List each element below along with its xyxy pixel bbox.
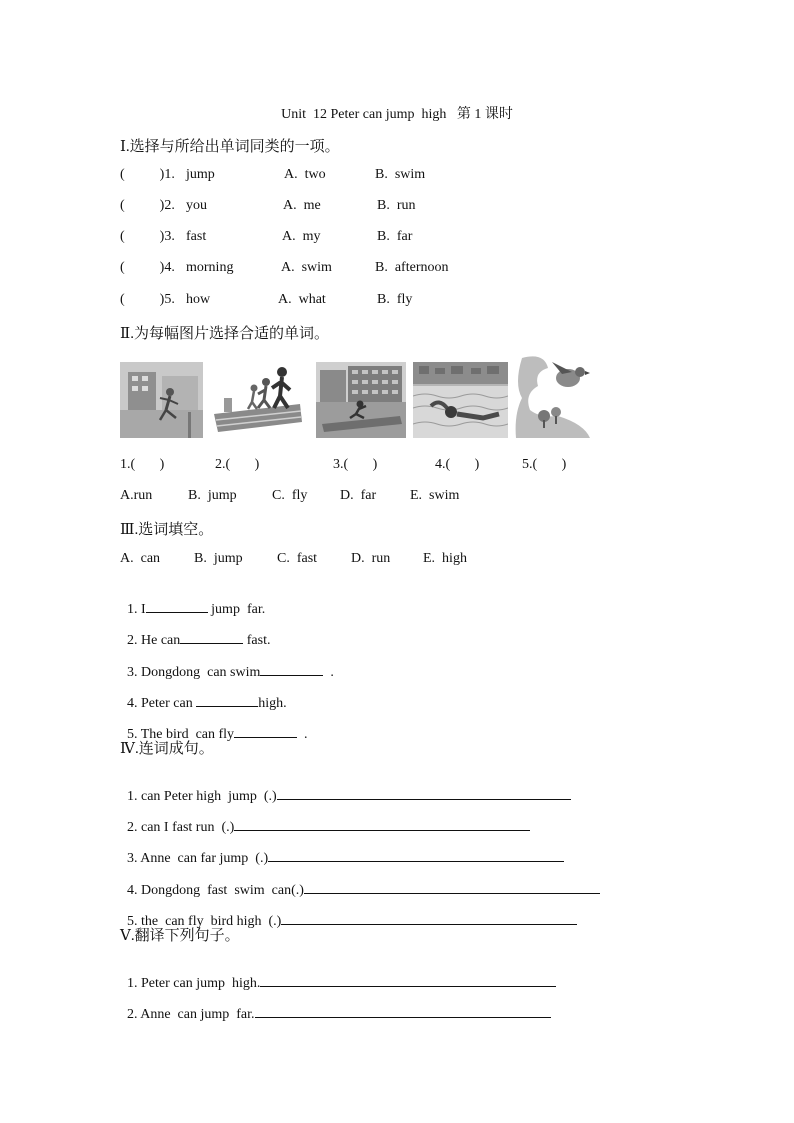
s4-item-1-blank[interactable]: [277, 785, 571, 800]
s2-option-e: E. swim: [410, 488, 460, 503]
s4-item-5-blank[interactable]: [281, 910, 577, 925]
s1-item-3-option-a: A. my: [282, 229, 321, 244]
section-5-heading: Ⅴ.翻译下列句子。: [120, 928, 240, 944]
s1-item-1-option-b: B. swim: [375, 167, 426, 182]
s1-item-5-option-a: A. what: [278, 292, 326, 307]
s3-item-1-post: jump far.: [207, 602, 266, 617]
s3-item-2: [120, 613, 270, 649]
s5-item-1-blank[interactable]: [260, 972, 556, 987]
s4-item-2-text: 2. can I fast run (.): [127, 820, 235, 835]
s1-item-5-bracket[interactable]: ( )5.: [120, 292, 175, 307]
page-title: Unit 12 Peter can jump high 第 1 课时: [281, 107, 513, 122]
s1-item-5-word: how: [186, 292, 211, 307]
section-4-heading: Ⅳ.连词成句。: [120, 741, 214, 757]
s3-item-2-blank[interactable]: [180, 629, 243, 644]
s3-item-3-post: .: [323, 665, 334, 680]
s3-item-1-blank[interactable]: [146, 598, 208, 613]
s2-option-a: A.run: [120, 488, 153, 503]
s1-item-3-word: fast: [186, 229, 207, 244]
s2-answer-1[interactable]: 1.( ): [120, 457, 165, 472]
s3-option-d: D. run: [351, 551, 391, 566]
s3-item-3-blank[interactable]: [260, 661, 323, 676]
s1-item-4-word: morning: [186, 260, 234, 275]
s5-item-1-text: 1. Peter can jump high.: [127, 976, 261, 991]
s1-item-3-bracket[interactable]: ( )3.: [120, 229, 175, 244]
s3-item-3-pre: 3. Dongdong can swim: [127, 665, 261, 680]
picture-flying-bird: [514, 354, 592, 440]
s3-item-5-pre: 5. The bird can fly: [127, 727, 235, 742]
s1-item-4-option-b: B. afternoon: [375, 260, 449, 275]
s2-answer-2[interactable]: 2.( ): [215, 457, 260, 472]
s4-item-2-blank[interactable]: [234, 816, 530, 831]
s2-answer-5[interactable]: 5.( ): [522, 457, 567, 472]
s1-item-2-bracket[interactable]: ( )2.: [120, 198, 175, 213]
s4-item-4-text: 4. Dongdong fast swim can(.): [127, 883, 304, 898]
s2-option-c: C. fly: [272, 488, 308, 503]
s1-item-2-option-a: A. me: [283, 198, 321, 213]
s1-item-1-bracket[interactable]: ( )1.: [120, 167, 175, 182]
s1-item-1-word: jump: [186, 167, 215, 182]
s2-option-b: B. jump: [188, 488, 237, 503]
s3-item-5-post: .: [297, 727, 308, 742]
s4-item-3: [120, 831, 564, 867]
s3-item-4-post: high.: [258, 696, 287, 711]
s2-option-d: D. far: [340, 488, 377, 503]
s3-option-c: C. fast: [277, 551, 318, 566]
s1-item-5-option-b: B. fly: [377, 292, 413, 307]
s1-item-2-word: you: [186, 198, 207, 213]
picture-runners-on-track: [210, 362, 304, 438]
s4-item-1-text: 1. can Peter high jump (.): [127, 789, 277, 804]
s3-option-a: A. can: [120, 551, 161, 566]
s3-item-2-pre: 2. He can: [127, 633, 181, 648]
s1-item-4-option-a: A. swim: [281, 260, 332, 275]
s4-item-3-blank[interactable]: [268, 847, 564, 862]
s3-item-4-pre: 4. Peter can: [127, 696, 197, 711]
s1-item-2-option-b: B. run: [377, 198, 416, 213]
picture-swimmer: [413, 362, 508, 438]
s4-item-5-text: 5. the can fly bird high (.): [127, 914, 282, 929]
s3-option-e: E. high: [423, 551, 467, 566]
s1-item-1-option-a: A. two: [284, 167, 326, 182]
s3-item-4-blank[interactable]: [196, 692, 258, 707]
s1-item-4-bracket[interactable]: ( )4.: [120, 260, 175, 275]
section-2-heading: Ⅱ.为每幅图片选择合适的单词。: [120, 326, 329, 342]
s3-option-b: B. jump: [194, 551, 243, 566]
section-3-heading: Ⅲ.选词填空。: [120, 522, 214, 538]
s3-item-5-blank[interactable]: [234, 723, 297, 738]
s4-item-3-text: 3. Anne can far jump (.): [127, 851, 269, 866]
s4-item-4-blank[interactable]: [304, 879, 600, 894]
s2-answer-3[interactable]: 3.( ): [333, 457, 378, 472]
picture-long-jump-field: [316, 362, 406, 438]
s3-item-1-pre: 1. I: [127, 602, 146, 617]
s1-item-3-option-b: B. far: [377, 229, 413, 244]
s5-item-2-text: 2. Anne can jump far.: [127, 1007, 255, 1022]
section-1-heading: Ⅰ.选择与所给出单词同类的一项。: [120, 139, 340, 155]
s5-item-2: [120, 987, 551, 1023]
s3-item-2-post: fast.: [243, 633, 271, 648]
picture-running-boy: [120, 362, 203, 438]
s5-item-2-blank[interactable]: [255, 1003, 551, 1018]
s2-answer-4[interactable]: 4.( ): [435, 457, 480, 472]
